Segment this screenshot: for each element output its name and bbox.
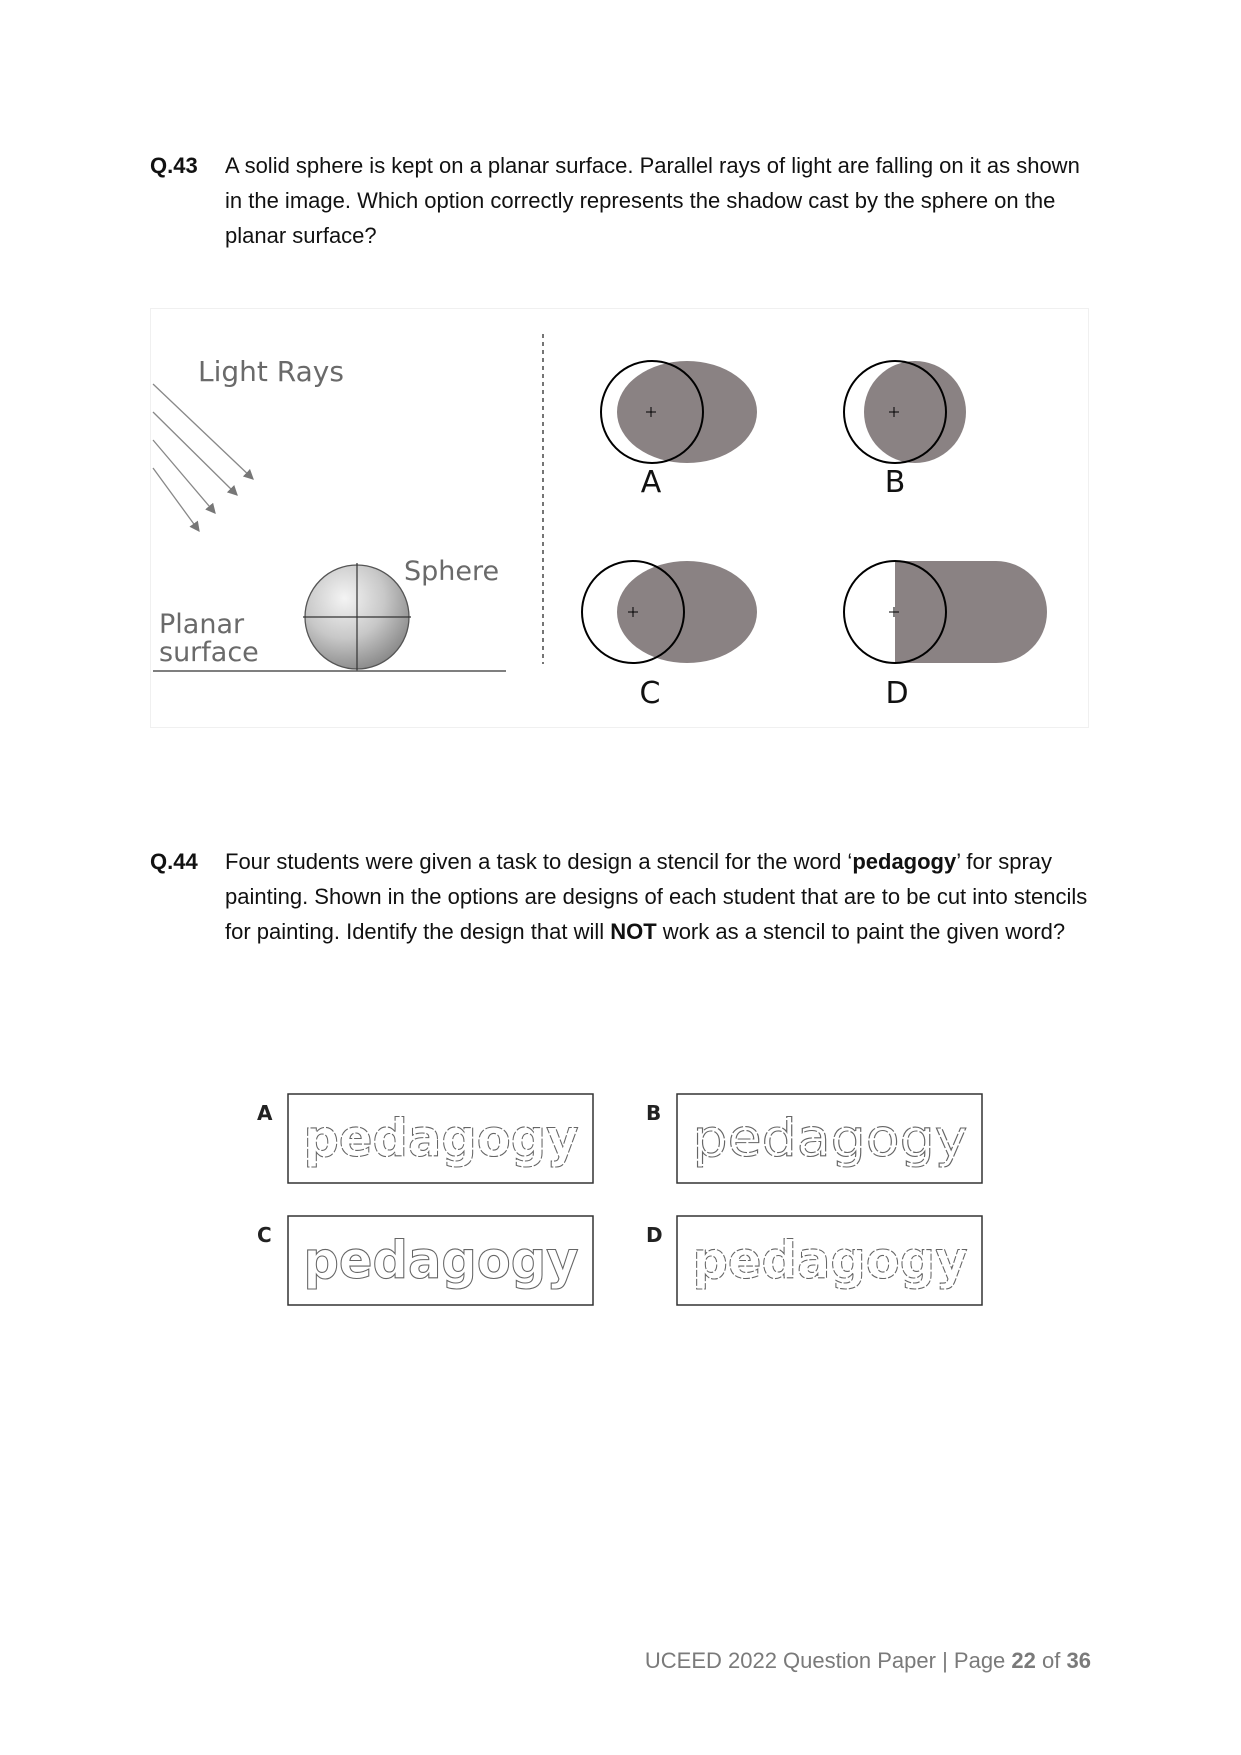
question-text: A solid sphere is kept on a planar surface. Parallel rays of light are falling on it as shown in the image. Which option correctly represents the shadow cast by the sphere on the planar surface? xyxy=(225,153,1080,248)
light-ray xyxy=(153,440,215,513)
question-number: Q.43 xyxy=(150,153,198,178)
stencil-option-d xyxy=(646,1216,982,1305)
question-text-part: ’ for spray painting. Shown in the options are designs of each student that are to be cut into stencils for painting. Identify the design that will xyxy=(225,849,1088,944)
question-text-part: work as a stencil to paint the given word? xyxy=(656,919,1066,944)
option-label-b: B xyxy=(884,465,906,500)
stencil-option-c xyxy=(257,1216,593,1305)
footer-of-word: of xyxy=(1042,1648,1061,1673)
planar-surface-label-line1: Planar xyxy=(159,609,245,640)
shadow-figure-svg xyxy=(151,309,1088,727)
light-ray xyxy=(153,384,253,479)
shadow-option-b xyxy=(844,361,966,500)
shadow-option-d xyxy=(844,561,1047,711)
stencil-options xyxy=(250,1090,990,1310)
footer-total-pages: 36 xyxy=(1066,1648,1091,1673)
option-label-c: C xyxy=(257,1223,272,1247)
question-number: Q.44 xyxy=(150,849,198,874)
light-ray xyxy=(153,468,199,531)
shadow-shape xyxy=(864,361,966,463)
option-label-d: D xyxy=(885,676,909,711)
option-label-a: A xyxy=(640,465,662,500)
bold-word: pedagogy xyxy=(852,849,957,874)
page-footer xyxy=(645,1648,1091,1674)
bold-not: NOT xyxy=(610,919,657,944)
question-text-part: Four students were given a task to design a stencil for the word ‘ xyxy=(225,849,853,874)
footer-current-page: 22 xyxy=(1011,1648,1036,1673)
option-label-d: D xyxy=(646,1223,663,1247)
sphere-label: Sphere xyxy=(404,556,500,587)
stencil-options-svg xyxy=(250,1090,990,1310)
shadow-figure xyxy=(150,308,1089,728)
planar-surface-label-line2: surface xyxy=(159,637,259,668)
shadow-shape xyxy=(617,361,757,463)
light-rays-label: Light Rays xyxy=(198,355,344,388)
footer-title: UCEED 2022 Question Paper xyxy=(644,1648,936,1673)
shadow-option-a xyxy=(601,361,757,500)
footer-separator: | xyxy=(942,1648,948,1673)
stencil-option-b xyxy=(646,1094,982,1183)
option-label-a: A xyxy=(257,1101,273,1125)
question-text xyxy=(225,844,1095,949)
footer-page-word: Page xyxy=(953,1648,1006,1673)
option-label-b: B xyxy=(646,1101,662,1125)
stencil-word: pedagogy xyxy=(303,1109,579,1169)
stencil-word: pedagogy xyxy=(692,1231,968,1291)
stencil-word: pedagogy xyxy=(692,1109,968,1169)
shadow-option-c xyxy=(582,561,757,711)
shadow-shape xyxy=(895,561,1047,663)
stencil-option-a xyxy=(257,1094,593,1183)
light-rays xyxy=(153,384,253,531)
stencil-word: pedagogy xyxy=(303,1231,579,1291)
option-label-c: C xyxy=(639,676,661,711)
